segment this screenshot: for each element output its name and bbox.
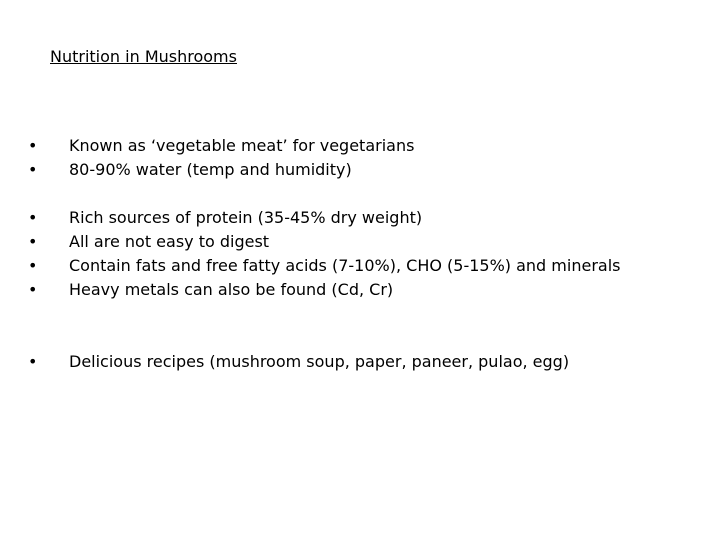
bullet-list-recipes bbox=[28, 350, 669, 374]
bullet-icon: • bbox=[28, 256, 38, 275]
bullet-item bbox=[28, 158, 669, 182]
bullet-item bbox=[28, 278, 669, 302]
bullet-item bbox=[28, 254, 669, 278]
bullet-text: 80-90% water (temp and humidity) bbox=[69, 160, 352, 179]
bullet-icon: • bbox=[28, 160, 38, 179]
bullet-item bbox=[28, 230, 669, 254]
bullet-list-composition bbox=[28, 206, 669, 302]
bullet-icon: • bbox=[28, 136, 38, 155]
slide-title: Nutrition in Mushrooms bbox=[50, 47, 237, 66]
bullet-text: Heavy metals can also be found (Cd, Cr) bbox=[69, 280, 394, 299]
bullet-list-intro bbox=[28, 134, 669, 182]
bullet-text: All are not easy to digest bbox=[69, 232, 270, 251]
bullet-icon: • bbox=[28, 352, 38, 371]
bullet-item bbox=[28, 134, 669, 158]
bullet-icon: • bbox=[28, 208, 38, 227]
bullet-text: Known as ‘vegetable meat’ for vegetarians bbox=[69, 136, 415, 155]
bullet-text: Contain fats and free fatty acids (7-10%), CHO (5-15%) and minerals bbox=[69, 256, 621, 275]
bullet-icon: • bbox=[28, 232, 38, 251]
bullet-text: Delicious recipes (mushroom soup, paper, paneer, pulao, egg) bbox=[69, 352, 570, 371]
bullet-item bbox=[28, 350, 669, 374]
bullet-item bbox=[28, 206, 669, 230]
bullet-icon: • bbox=[28, 280, 38, 299]
bullet-text: Rich sources of protein (35-45% dry weight) bbox=[69, 208, 423, 227]
